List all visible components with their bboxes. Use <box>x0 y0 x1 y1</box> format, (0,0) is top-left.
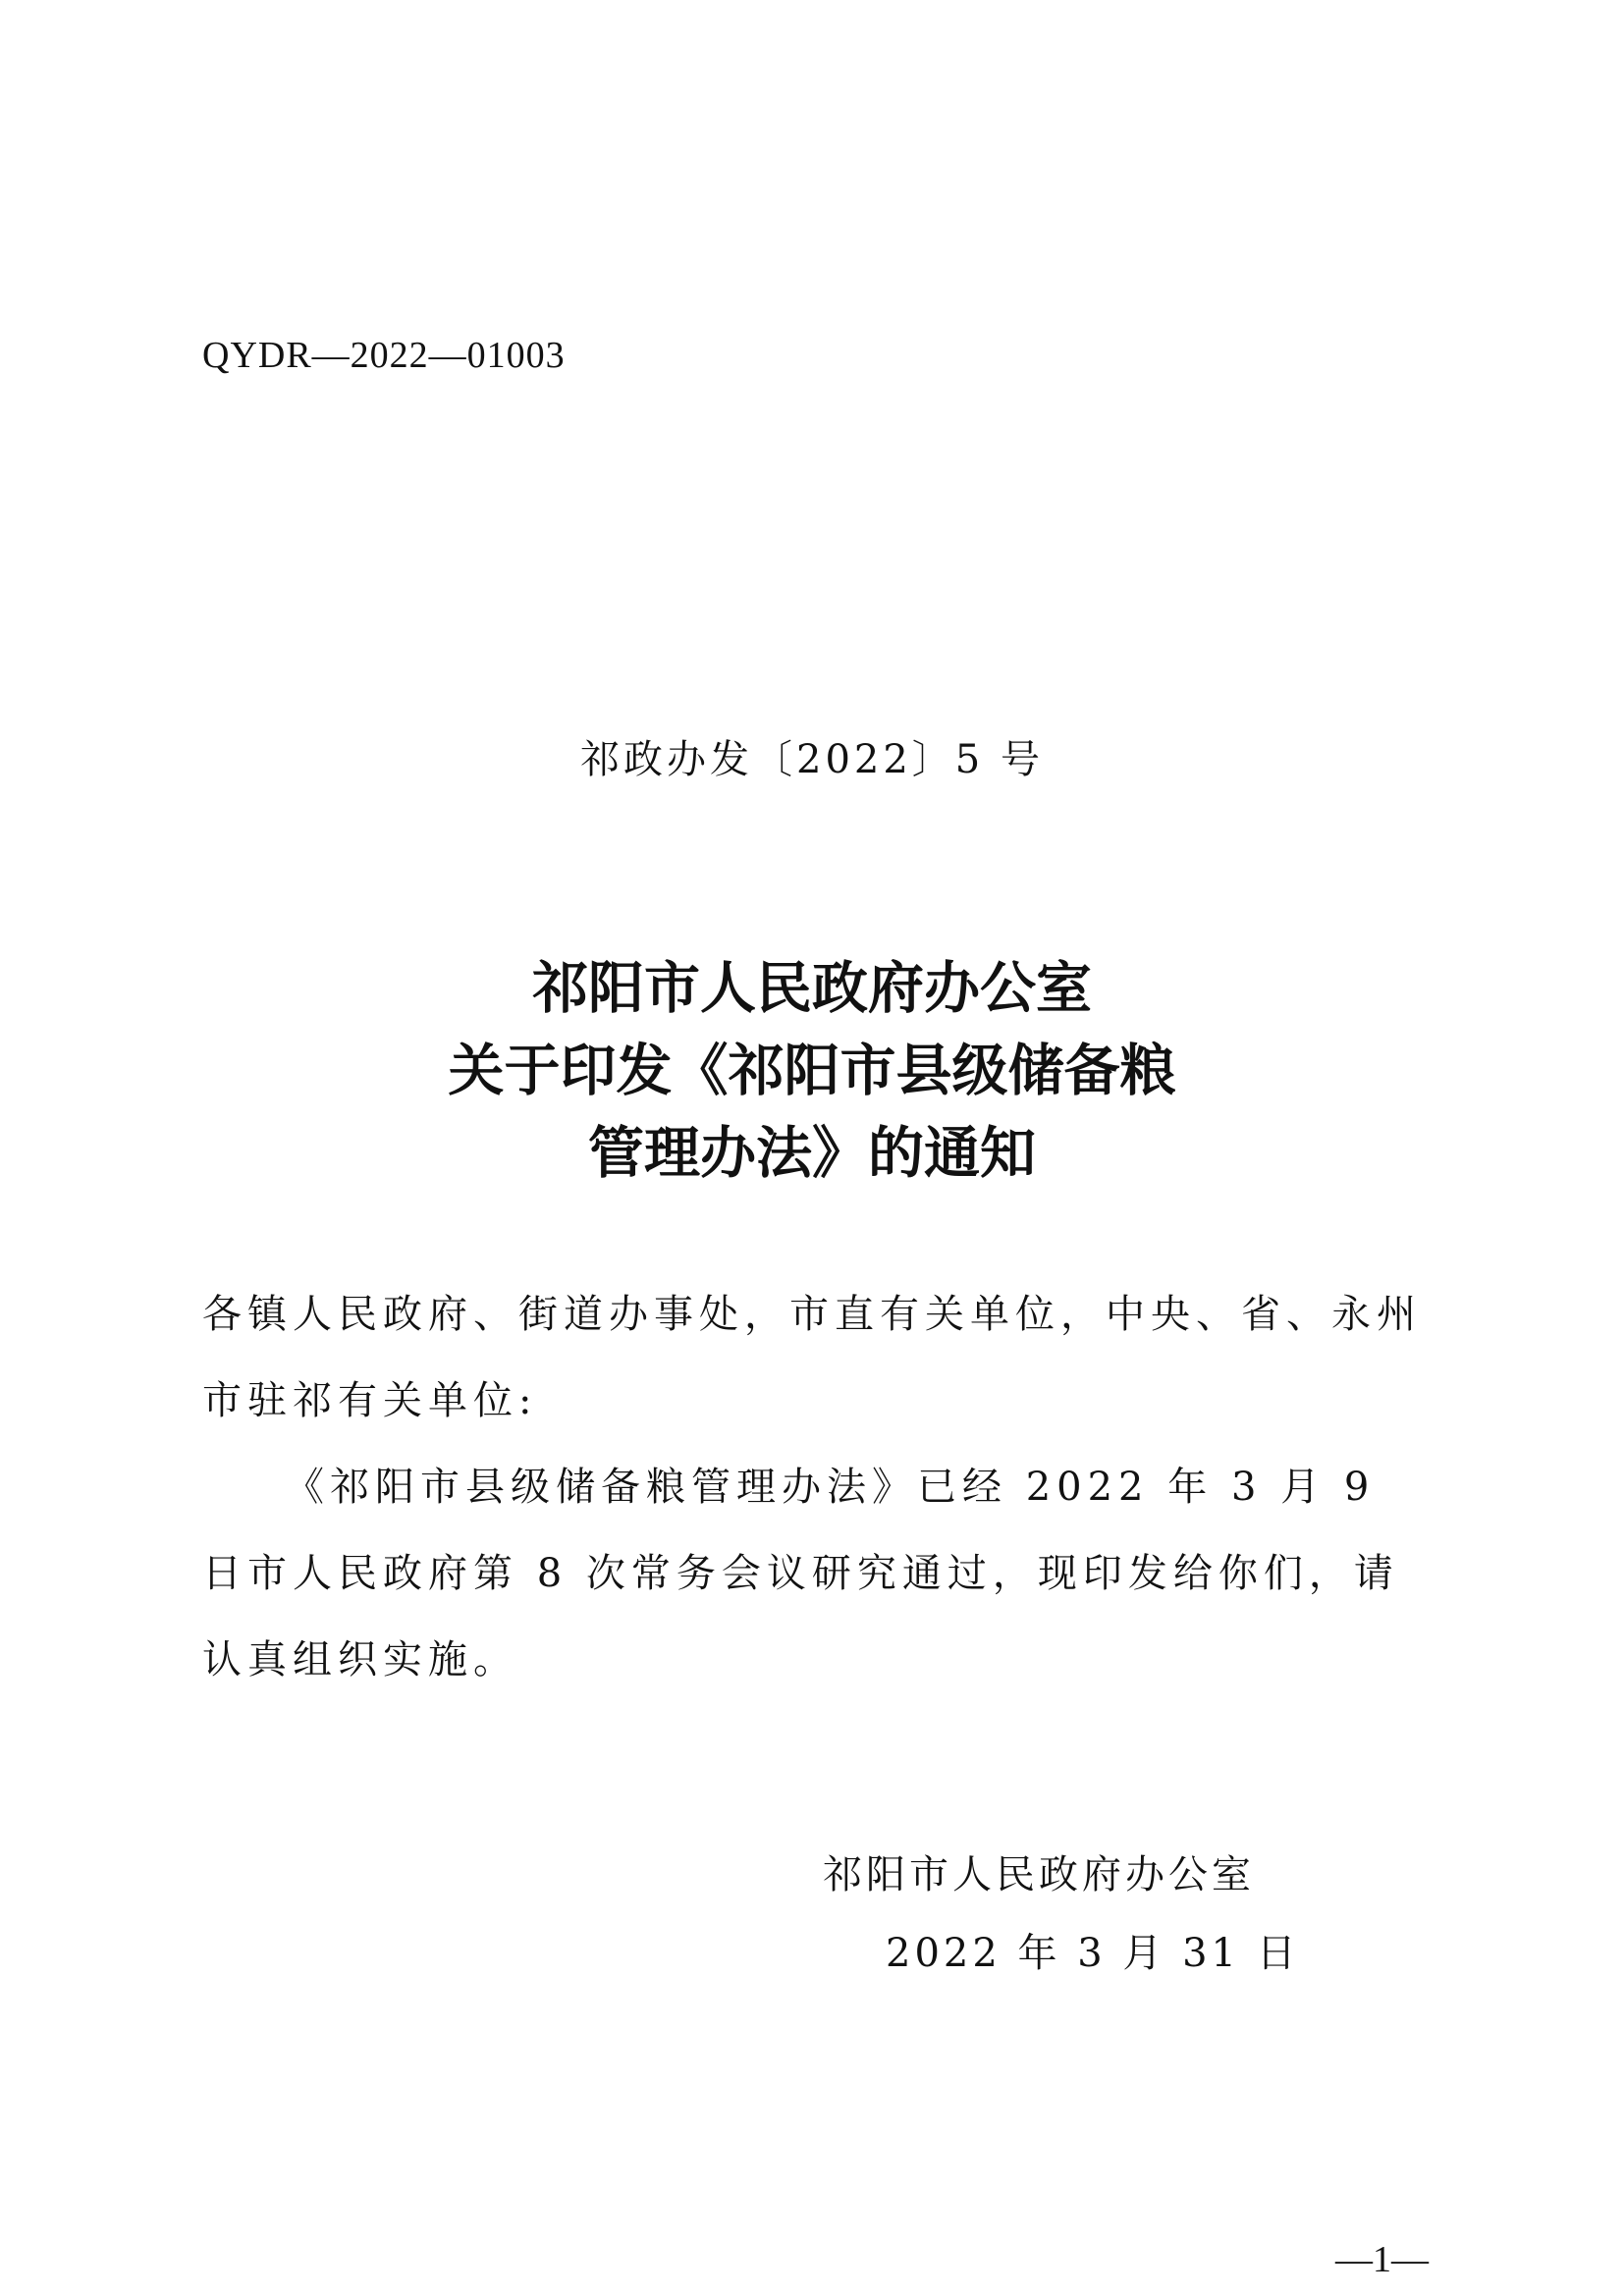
title-line-2: 关于印发《祁阳市县级储备粮 <box>448 1039 1176 1103</box>
recipients-paragraph: 各镇人民政府、街道办事处，市直有关单位，中央、省、永州市驻祁有关单位: <box>202 1292 1422 1423</box>
document-body <box>202 1271 1432 1703</box>
title-line-3: 管理办法》的通知 <box>588 1121 1036 1186</box>
issuer-signature: 祁阳市人民政府办公室 <box>823 1852 1255 1897</box>
page-number: —1— <box>1335 2239 1429 2280</box>
document-code: QYDR—2022—01003 <box>202 335 566 376</box>
title-line-1: 祁阳市人民政府办公室 <box>532 956 1092 1021</box>
document-title <box>0 947 1624 1195</box>
document-number: 祁政办发〔2022〕5 号 <box>580 737 1044 782</box>
body-paragraph: 《祁阳市县级储备粮管理办法》已经 2022 年 3 月 9 日市人民政府第 8 次常务会议研究通过，现印发给你们，请认真组织实施。 <box>202 1465 1399 1682</box>
issue-date: 2022 年 3 月 31 日 <box>886 1931 1300 1976</box>
